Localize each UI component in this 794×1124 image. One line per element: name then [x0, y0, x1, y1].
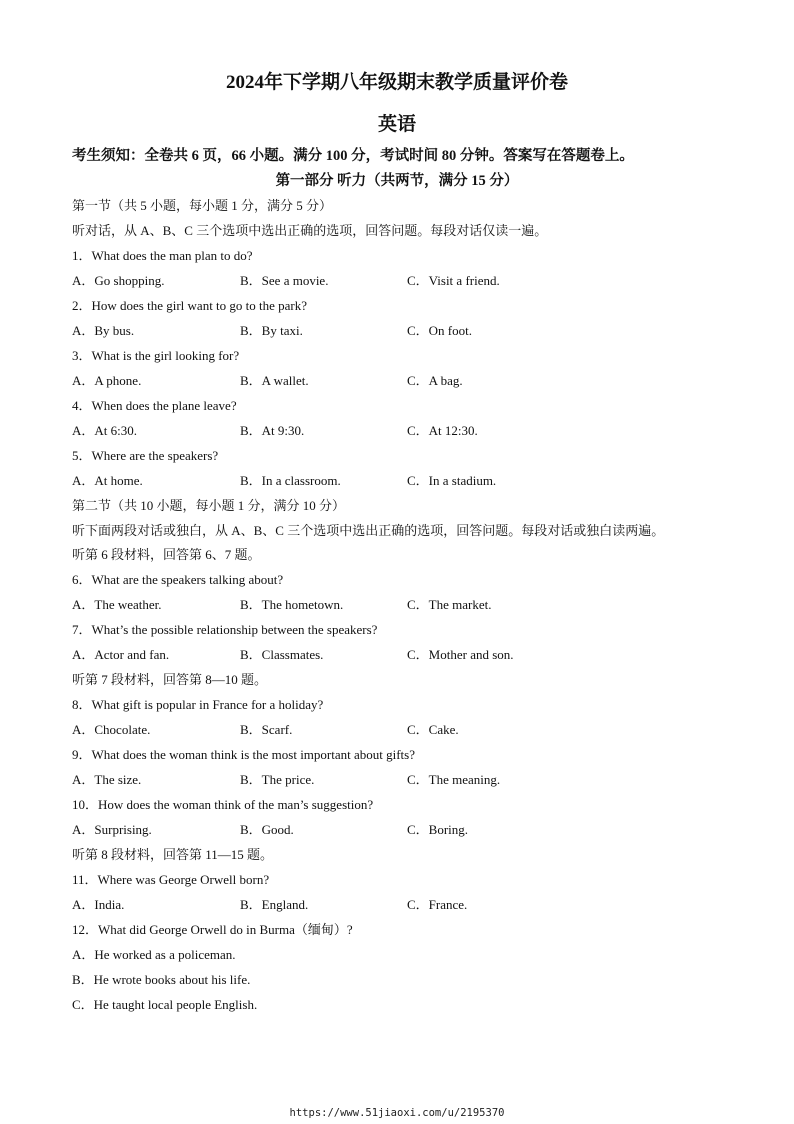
option-b: B．He wrote books about his life. [72, 972, 251, 987]
option-c: C．The meaning. [407, 772, 501, 787]
question-stem: 12．What did George Orwell do in Burma（缅甸）? [72, 922, 353, 937]
option-b: B．England. [240, 897, 309, 912]
question-stem: 5．Where are the speakers? [72, 448, 219, 463]
subject-title: 英语 [377, 114, 416, 135]
option-c: C．Visit a friend. [407, 273, 500, 288]
option-a: A．India. [72, 897, 125, 912]
question-options [0, 272, 794, 290]
section2-heading: 第二节（共 10 小题，每小题 1 分，满分 10 分） [72, 498, 346, 513]
option-a: A．A phone. [72, 373, 142, 388]
exam-title: 2024年下学期八年级期末教学质量评价卷 [225, 72, 568, 93]
option-c: C．A bag. [407, 373, 463, 388]
option-a: A．The weather. [72, 597, 162, 612]
option-c: C．Boring. [407, 822, 469, 837]
option-b: B．Good. [240, 822, 294, 837]
question-stem: 7．What’s the possible relationship between the speakers? [72, 622, 378, 637]
question-stem: 4．When does the plane leave? [72, 398, 237, 413]
option-a: A．By bus. [72, 323, 135, 338]
option-c: C．At 12:30. [407, 423, 478, 438]
section1-instructions: 听对话，从 A、B、C 三个选项中选出正确的选项，回答问题。每段对话仅读一遍。 [72, 223, 548, 238]
option-b: B．Classmates. [240, 647, 324, 662]
question-stem: 1．What does the man plan to do? [72, 248, 253, 263]
question-options [0, 472, 794, 490]
option-b: B．At 9:30. [240, 423, 305, 438]
option-a: A．Chocolate. [72, 722, 151, 737]
exam-notice: 考生须知：全卷共 6 页，66 小题。满分 100 分，考试时间 80 分钟。答案写在答题卷上。 [72, 148, 634, 164]
question-options [0, 422, 794, 440]
option-b: B．The hometown. [240, 597, 344, 612]
section1-heading: 第一节（共 5 小题，每小题 1 分，满分 5 分） [72, 198, 333, 213]
question-options [0, 372, 794, 390]
question-options [0, 646, 794, 664]
option-c: C．Mother and son. [407, 647, 514, 662]
option-b: B．By taxi. [240, 323, 303, 338]
section2-instructions: 听下面两段对话或独白，从 A、B、C 三个选项中选出正确的选项，回答问题。每段对话或独白读两遍。 [72, 523, 665, 538]
option-c: C．The market. [407, 597, 492, 612]
option-a: A．He worked as a policeman. [72, 947, 236, 962]
option-c: C．On foot. [407, 323, 473, 338]
option-b: B．The price. [240, 772, 315, 787]
option-b: B．In a classroom. [240, 473, 341, 488]
footer-url: https://www.51jiaoxi.com/u/2195370 [289, 1107, 505, 1119]
question-stem: 2．How does the girl want to go to the park? [72, 298, 308, 313]
question-stem: 8．What gift is popular in France for a holiday? [72, 697, 324, 712]
question-options [0, 821, 794, 839]
part1-heading: 第一部分 听力（共两节，满分 15 分） [275, 173, 519, 189]
question-options [0, 771, 794, 789]
question-stem: 10．How does the woman think of the man’s suggestion? [72, 797, 374, 812]
question-options [0, 596, 794, 614]
question-stem: 9．What does the woman think is the most important about gifts? [72, 747, 416, 762]
option-c: C．He taught local people English. [72, 997, 258, 1012]
option-b: B．A wallet. [240, 373, 309, 388]
option-a: A．At home. [72, 473, 143, 488]
question-options [0, 721, 794, 739]
question-stem: 3．What is the girl looking for? [72, 348, 240, 363]
option-c: C．France. [407, 897, 468, 912]
option-a: A．Surprising. [72, 822, 152, 837]
question-stem: 11．Where was George Orwell born? [72, 872, 270, 887]
option-c: C．Cake. [407, 722, 459, 737]
option-b: B．See a movie. [240, 273, 329, 288]
option-c: C．In a stadium. [407, 473, 497, 488]
question-stem: 6．What are the speakers talking about? [72, 572, 284, 587]
option-a: A．Go shopping. [72, 273, 165, 288]
option-b: B．Scarf. [240, 722, 293, 737]
material-note: 听第 7 段材料，回答第 8—10 题。 [72, 672, 268, 687]
option-a: A．Actor and fan. [72, 647, 170, 662]
question-options [0, 322, 794, 340]
option-a: A．The size. [72, 772, 142, 787]
question-options [0, 896, 794, 914]
option-a: A．At 6:30. [72, 423, 138, 438]
material-note: 听第 6 段材料，回答第 6、7 题。 [72, 547, 261, 562]
material-note: 听第 8 段材料，回答第 11—15 题。 [72, 847, 274, 862]
